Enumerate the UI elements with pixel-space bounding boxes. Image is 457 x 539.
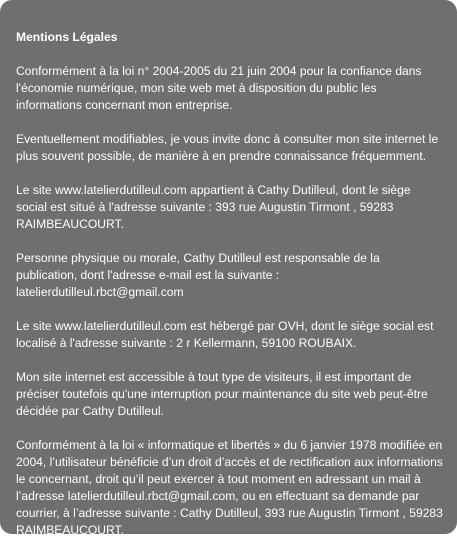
paragraph-site-owner: Le site www.latelierdutilleul.com appartient à Cathy Dutilleul, dont le siège social est situé à l'adresse suivante : 393 rue Augustin Tirmont , 59283 RAIMBEAUCOURT.	[16, 183, 411, 231]
paragraph-privacy-rights: Conformément à la loi « informatique et libertés » du 6 janvier 1978 modifiée en 2004, l’utilisateur bénéficie d’un droit d’accès et de rectification aux informations le concernant, droit qu’il peut exercer à tout moment en adressant un mail à l’adresse latelierdutilleul.rbct@gmail.com, ou en effectuant sa demande par courrier, à l’adresse suivante : Cathy Dutilleul, 393 rue Augustin Tirmont , 59283 RAIMBEAUCOURT.	[16, 438, 443, 537]
paragraph-publisher: Personne physique ou morale, Cathy Dutilleul est responsable de la publication, dont l'adresse e-mail est la suivante : latelierdutilleul.rbct@gmail.com	[16, 251, 380, 299]
paragraph-hosting: Le site www.latelierdutilleul.com est hébergé par OVH, dont le siège social est localisé à l'adresse suivante : 2 r Kellermann, 59100 ROUBAIX.	[16, 319, 434, 350]
legal-notice-title: Mentions Légales	[16, 30, 118, 44]
paragraph-modifications: Eventuellement modifiables, je vous invite donc à consulter mon site internet le plus souvent possible, de manière à en prendre connaissance fréquemment.	[16, 132, 439, 163]
paragraph-legal-basis: Conformément à la loi n° 2004-2005 du 21 juin 2004 pour la confiance dans l'économie numérique, mon site web met à disposition du public les informations concernant mon entreprise.	[16, 64, 422, 112]
paragraph-accessibility: Mon site internet est accessible à tout type de visiteurs, il est important de préciser toutefois qu'une interruption pour maintenance du site web peut-être décidée par Cathy Dutilleul.	[16, 370, 428, 418]
